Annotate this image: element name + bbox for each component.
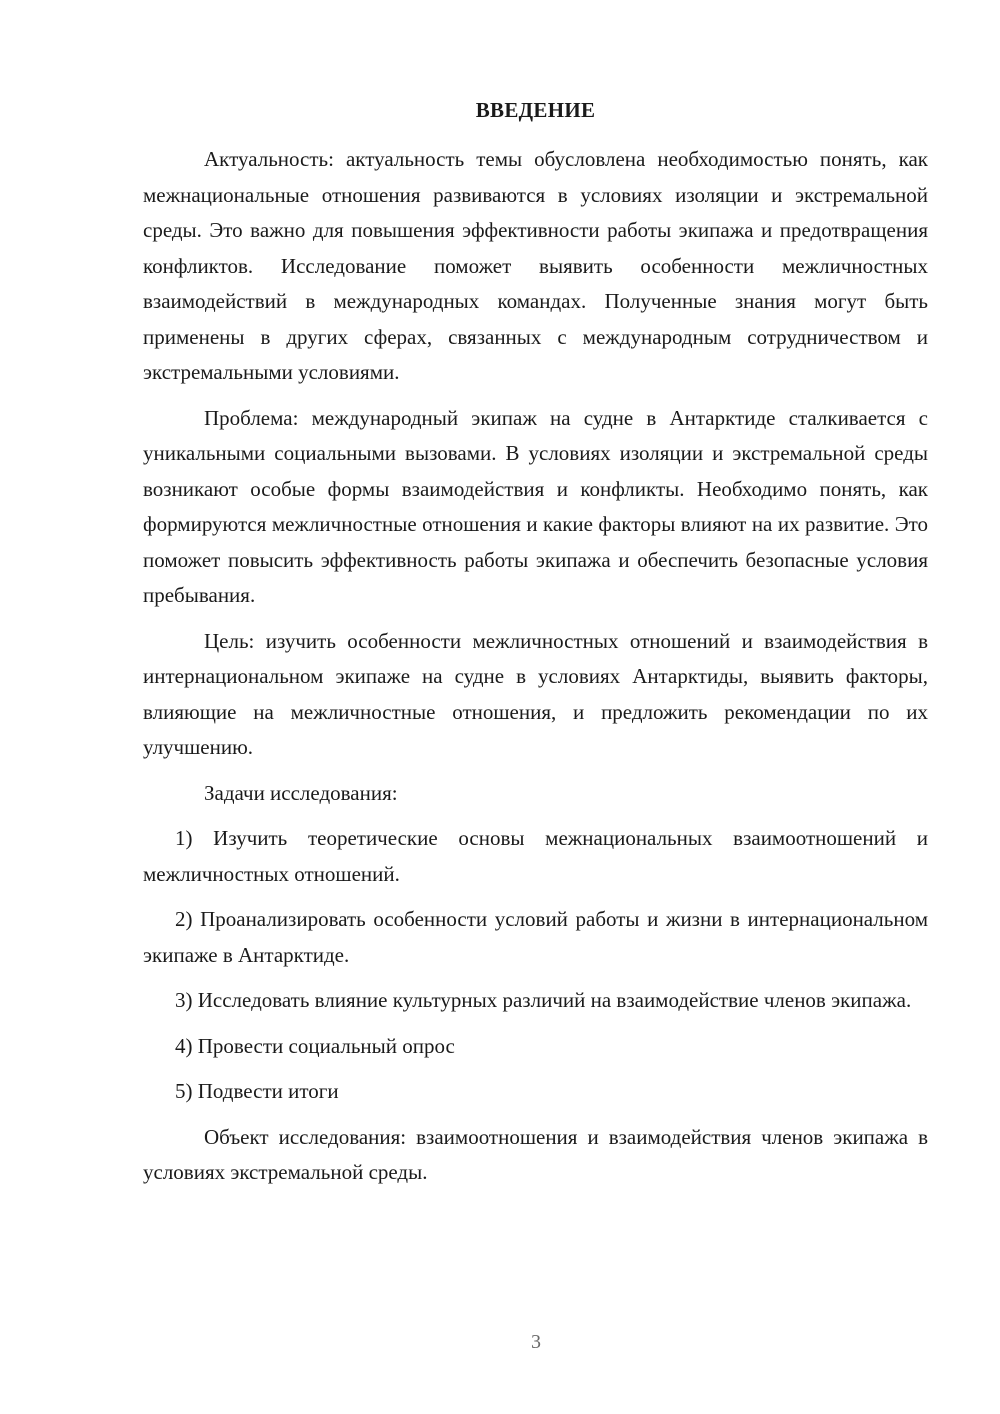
relevance-paragraph: Актуальность: актуальность темы обусловлена необходимостью понять, как межнациональные отношения развиваются в условиях изоляции и экстремальной среды. Это важно для повышения эффективности работы экипажа и предотвращения конфликтов. Исследование поможет выявить особенности межличностных взаимодействий в международных командах. Полученные знания могут быть применены в других сферах, связанных с международным сотрудничеством и экстремальными условиями. bbox=[143, 147, 928, 384]
task-item: 4) Провести социальный опрос bbox=[175, 1033, 455, 1058]
problem-paragraph: Проблема: международный экипаж на судне в Антарктиде сталкивается с уникальными социальными вызовами. В условиях изоляции и экстремальной среды возникают особые формы взаимодействия и конфликты. Необходимо понять, как формируются межличностные отношения и какие факторы влияют на их развитие. Это поможет повысить эффективность работы экипажа и обеспечить безопасные условия пребывания. bbox=[143, 405, 928, 607]
document-body bbox=[143, 142, 928, 1191]
task-item: 5) Подвести итоги bbox=[175, 1079, 339, 1103]
task-item: 3) Исследовать влияние культурных различий на взаимодействие членов экипажа. bbox=[175, 988, 912, 1012]
goal-paragraph: Цель: изучить особенности межличностных отношений и взаимодействия в интернациональном экипаже на судне в условиях Антарктиды, выявить факторы, влияющие на межличностные отношения, и предложить рекомендации по их улучшению. bbox=[143, 628, 928, 759]
page-title: ВВЕДЕНИЕ bbox=[475, 98, 596, 122]
tasks-heading: Задачи исследования: bbox=[204, 780, 398, 805]
task-item: 2) Проанализировать особенности условий работы и жизни в интернациональном экипаже в Антарктиде. bbox=[143, 907, 928, 967]
object-paragraph: Объект исследования: взаимоотношения и взаимодействия членов экипажа в условиях экстремальной среды. bbox=[143, 1124, 928, 1184]
page-number: 3 bbox=[531, 1331, 541, 1353]
task-item: 1) Изучить теоретические основы межнациональных взаимоотношений и межличностных отношений. bbox=[143, 826, 928, 886]
